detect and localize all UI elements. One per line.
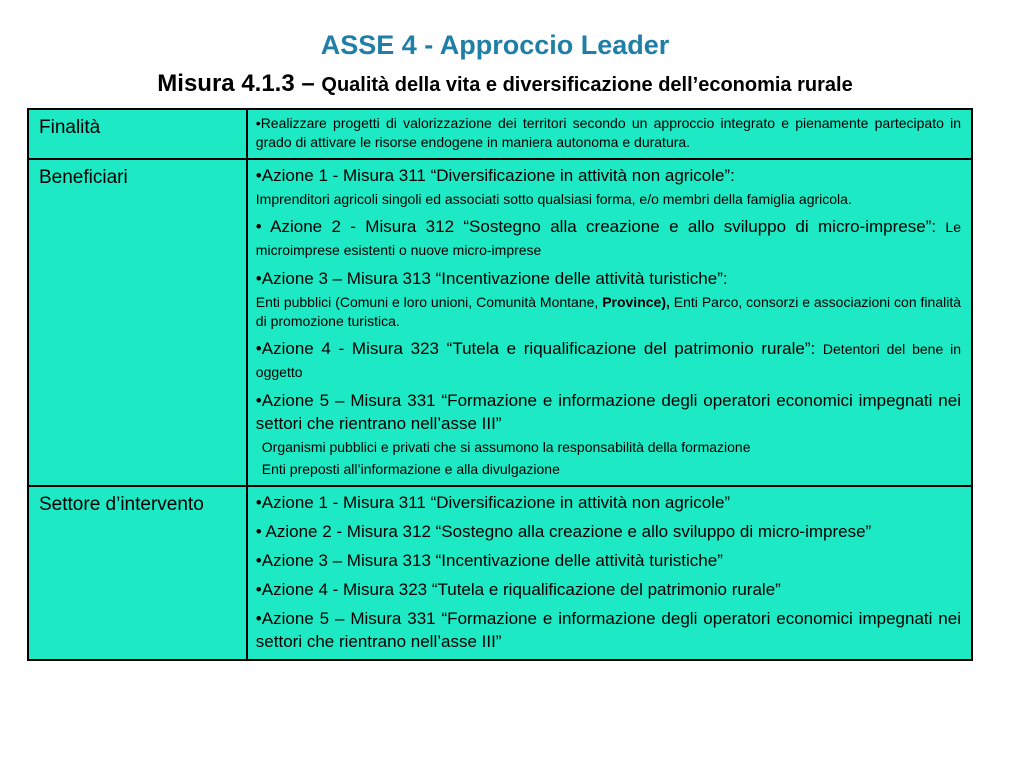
table-row-settore	[28, 486, 972, 660]
beneficiari-azione-2-body: Le microimprese esistenti o nuove micro-imprese	[255, 219, 961, 258]
measure-table	[27, 108, 973, 661]
table-row-beneficiari	[28, 159, 972, 486]
settore-item: •Azione 5 – Misura 331 “Formazione e informazione degli operatori economici impegnati nei settori che rientrano nell’asse III”	[255, 609, 961, 651]
row-label-settore: Settore d’intervento	[28, 486, 247, 660]
row-label-beneficiari: Beneficiari	[28, 159, 247, 486]
beneficiari-azione-5-heading: •Azione 5 – Misura 331 “Formazione e informazione degli operatori economici impegnati nei settori che rientrano nell’asse III”	[255, 391, 961, 433]
settore-item: •Azione 3 – Misura 313 “Incentivazione delle attività turistiche”	[255, 551, 723, 570]
beneficiari-azione-4-body: Detentori del bene in oggetto	[255, 341, 962, 380]
slide-title: ASSE 4 - Approccio Leader	[320, 30, 670, 60]
beneficiari-azione-4	[256, 337, 961, 383]
beneficiari-azione-5-body-2: Enti preposti all’informazione e alla divulgazione	[261, 461, 560, 477]
settore-item: •Azione 1 - Misura 311 “Diversificazione in attività non agricole”	[255, 493, 731, 512]
row-label-finalita: Finalità	[28, 109, 247, 159]
beneficiari-azione-3-body	[256, 293, 961, 331]
azione-3-body-start: Enti pubblici (Comuni e loro unioni, Comunità Montane,	[255, 294, 603, 310]
subtitle-measure: Misura 4.1.3 –	[157, 70, 322, 97]
beneficiari-azione-1-heading: •Azione 1 - Misura 311 “Diversificazione in attività non agricole”:	[255, 166, 735, 185]
beneficiari-azione-2	[256, 215, 961, 261]
row-content-settore	[247, 486, 972, 660]
row-content-finalita	[247, 109, 972, 159]
beneficiari-azione-1-body: Imprenditori agricoli singoli ed associati sotto qualsiasi forma, e/o membri della famiglia agricola.	[255, 191, 852, 207]
beneficiari-azione-5-body-1: Organismi pubblici e privati che si assumono la responsabilità della formazione	[261, 439, 751, 455]
beneficiari-azione-3-heading: •Azione 3 – Misura 313 “Incentivazione delle attività turistiche”:	[255, 269, 728, 288]
subtitle-description: Qualità della vita e diversificazione dell’economia rurale	[321, 74, 853, 96]
finalita-text: •Realizzare progetti di valorizzazione dei territori secondo un approccio integrato e pienamente partecipato in grado di attivare le risorse endogene in maniera autonoma e duratura.	[255, 115, 961, 150]
slide-subtitle	[0, 70, 1010, 98]
azione-3-body-end: Enti Parco, consorzi e associazioni con finalità di promozione turistica.	[255, 294, 961, 329]
beneficiari-azione-4-heading: •Azione 4 - Misura 323 “Tutela e riqualificazione del patrimonio rurale”:	[255, 339, 823, 358]
settore-item: •Azione 4 - Misura 323 “Tutela e riqualificazione del patrimonio rurale”	[255, 580, 781, 599]
azione-3-body-bold: Province),	[602, 294, 670, 310]
row-content-beneficiari	[247, 159, 972, 486]
table-row-finalita	[28, 109, 972, 159]
beneficiari-azione-2-heading: • Azione 2 - Misura 312 “Sostegno alla creazione e allo sviluppo di micro-imprese”:	[255, 217, 946, 236]
settore-item: • Azione 2 - Misura 312 “Sostegno alla creazione e allo sviluppo di micro-imprese”	[255, 522, 872, 541]
